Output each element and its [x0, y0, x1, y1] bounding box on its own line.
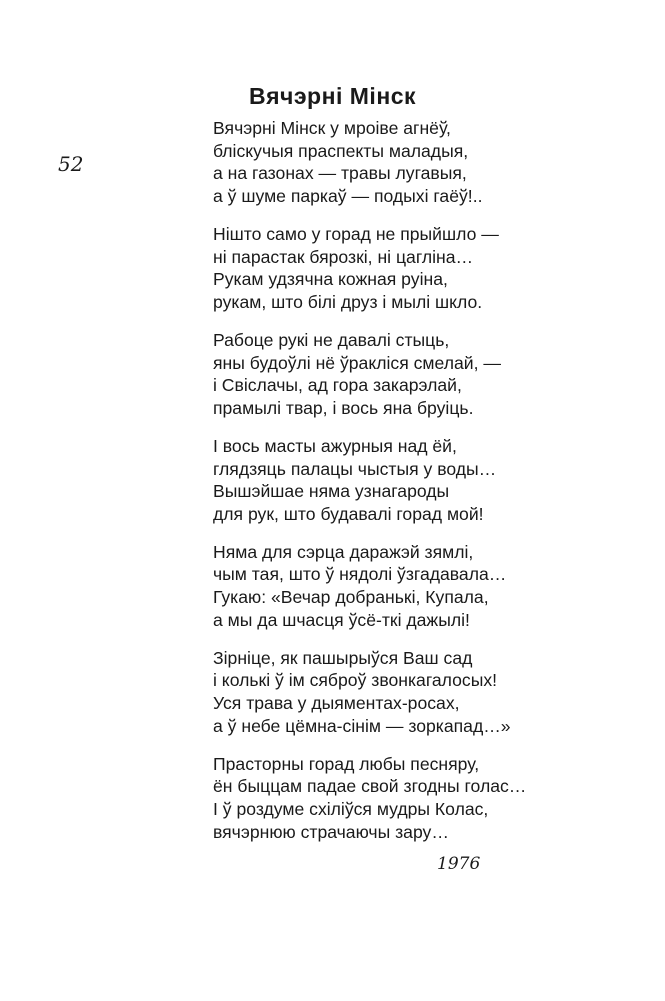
verse-line: і колькі ў ім сяброў звонкагалосых!: [213, 670, 498, 691]
verse-line: для рук, што будавалі горад мой!: [213, 503, 484, 524]
verse-line: а мы да шчасця ўсё-ткі дажылі!: [213, 609, 470, 630]
stanza-2: [213, 223, 653, 313]
verse-line: вячэрнюю страчаючы зару…: [213, 821, 449, 842]
verse-line: Рабоце рукі не давалі стыць,: [213, 329, 450, 350]
verse-line: Вячэрні Мінск у мроіве агнёў,: [213, 118, 451, 138]
verse-line: ён быццам падае свой згодны голас…: [213, 776, 527, 797]
verse-line: рукам, што білі друз і мылі шкло.: [213, 291, 483, 312]
verse-line: Нішто само у горад не прыйшло —: [213, 223, 499, 244]
page-number: 52: [58, 152, 84, 176]
verse-line: а ў шуме паркаў — подыхі гаёў!..: [213, 185, 483, 206]
verse-line: глядзяць палацы чыстыя у воды…: [213, 458, 497, 479]
verse-line: а на газонах — травы лугавыя,: [213, 163, 467, 184]
stanza-6: [213, 647, 653, 737]
verse-line: і Свіслачы, ад гора закарэлай,: [213, 375, 462, 396]
verse-line: Прасторны горад любы песняру,: [213, 753, 480, 774]
verse-line: І ў роздуме схіліўся мудры Колас,: [213, 799, 489, 819]
poem-title: Вячэрні Мінск: [248, 83, 417, 109]
verse-line: яны будоўлі нё ўракліся смелай, —: [213, 352, 501, 373]
verse-line: а ў небе цёмна-сінім — зоркапад…»: [213, 715, 511, 736]
poem-body: [213, 117, 653, 859]
stanza-3: [213, 329, 653, 419]
verse-line: І вось масты ажурныя над ёй,: [213, 435, 457, 456]
verse-line: Зірніце, як пашырыўся Ваш сад: [213, 647, 473, 668]
stanza-7: [213, 753, 653, 843]
verse-line: Рукам удзячна кожная руіна,: [213, 269, 448, 290]
verse-line: Няма для сэрца даражэй зямлі,: [213, 541, 474, 562]
verse-line: бліскучыя праспекты маладыя,: [213, 140, 469, 161]
verse-line: ні парастак бярозкі, ні цагліна…: [213, 246, 474, 267]
verse-line: Вышэйшае няма узнагароды: [213, 481, 450, 502]
verse-line: прамылі твар, і вось яна бруіць.: [213, 397, 474, 418]
stanza-5: [213, 541, 653, 631]
poem-date: 1976: [437, 854, 481, 874]
verse-line: чым тая, што ў нядолі ўзгадавала…: [213, 564, 507, 585]
stanza-1: [213, 117, 653, 207]
stanza-4: [213, 435, 653, 525]
verse-line: Уся трава у дыяментах-росах,: [213, 693, 460, 714]
verse-line: Гукаю: «Вечар добранькі, Купала,: [213, 587, 489, 608]
